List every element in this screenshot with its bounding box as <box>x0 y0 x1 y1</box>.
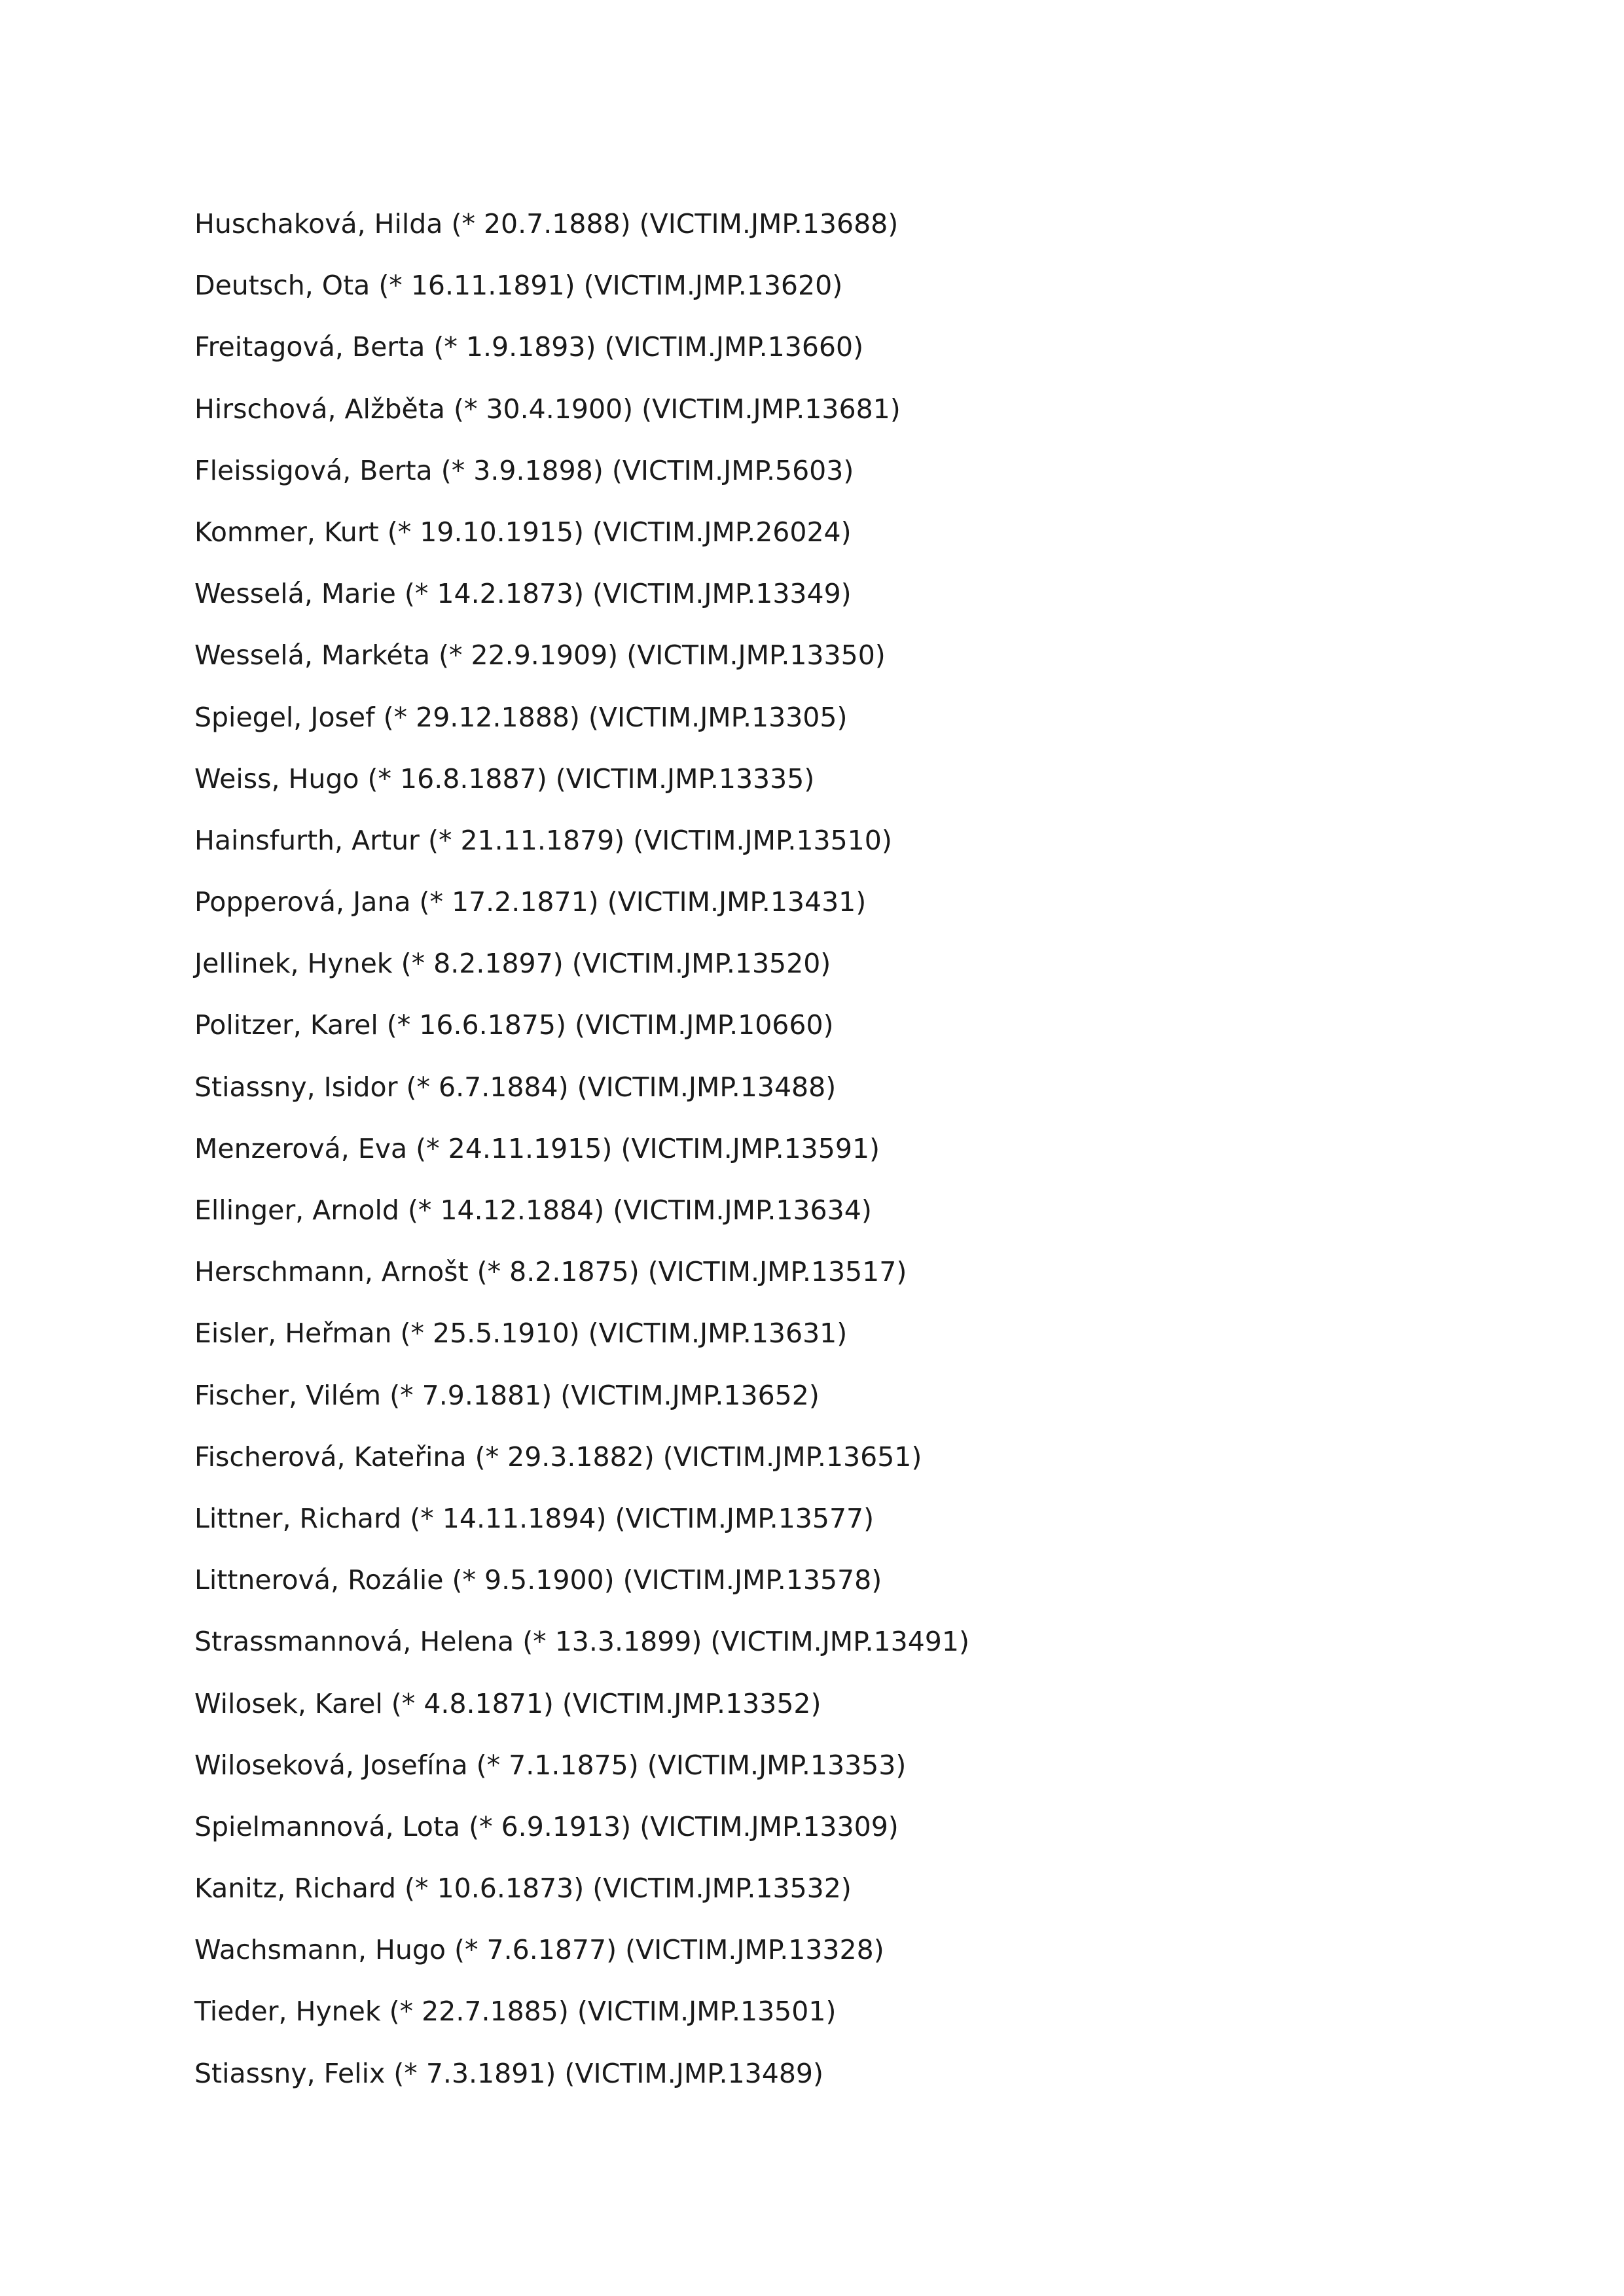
list-item: Wachsmann, Hugo (* 7.6.1877) (VICTIM.JMP.13328) <box>194 1934 884 1966</box>
list-item: Weiss, Hugo (* 16.8.1887) (VICTIM.JMP.13335) <box>194 762 815 795</box>
list-item: Wesselá, Markéta (* 22.9.1909) (VICTIM.JMP.13350) <box>194 639 886 672</box>
list-item: Stiassny, Isidor (* 6.7.1884) (VICTIM.JMP.13488) <box>194 1071 837 1103</box>
list-item: Wesselá, Marie (* 14.2.1873) (VICTIM.JMP.13349) <box>194 578 852 610</box>
list-item: Popperová, Jana (* 17.2.1871) (VICTIM.JMP.13431) <box>194 886 867 918</box>
list-item: Tieder, Hynek (* 22.7.1885) (VICTIM.JMP.13501) <box>194 1996 837 2028</box>
list-item: Littnerová, Rozálie (* 9.5.1900) (VICTIM.JMP.13578) <box>194 1564 882 1596</box>
list-item: Herschmann, Arnošt (* 8.2.1875) (VICTIM.JMP.13517) <box>194 1256 907 1288</box>
list-item: Stiassny, Felix (* 7.3.1891) (VICTIM.JMP.13489) <box>194 2057 823 2089</box>
list-item: Hainsfurth, Artur (* 21.11.1879) (VICTIM.JMP.13510) <box>194 824 892 856</box>
list-item: Wiloseková, Josefína (* 7.1.1875) (VICTIM.JMP.13353) <box>194 1749 907 1781</box>
list-item: Eisler, Heřman (* 25.5.1910) (VICTIM.JMP.13631) <box>194 1318 848 1350</box>
victim-list <box>194 193 969 2104</box>
list-item: Freitagová, Berta (* 1.9.1893) (VICTIM.JMP.13660) <box>194 331 864 363</box>
list-item: Kommer, Kurt (* 19.10.1915) (VICTIM.JMP.26024) <box>194 516 852 548</box>
list-item: Kanitz, Richard (* 10.6.1873) (VICTIM.JMP.13532) <box>194 1873 852 1905</box>
list-item: Fleissigová, Berta (* 3.9.1898) (VICTIM.JMP.5603) <box>194 454 854 486</box>
list-item: Littner, Richard (* 14.11.1894) (VICTIM.JMP.13577) <box>194 1502 875 1534</box>
list-item: Ellinger, Arnold (* 14.12.1884) (VICTIM.JMP.13634) <box>194 1194 872 1226</box>
list-item: Huschaková, Hilda (* 20.7.1888) (VICTIM.JMP.13688) <box>194 208 899 240</box>
list-item: Spiegel, Josef (* 29.12.1888) (VICTIM.JMP.13305) <box>194 701 848 733</box>
list-item: Fischerová, Kateřina (* 29.3.1882) (VICTIM.JMP.13651) <box>194 1441 922 1473</box>
list-item: Menzerová, Eva (* 24.11.1915) (VICTIM.JMP.13591) <box>194 1132 880 1164</box>
list-item: Jellinek, Hynek (* 8.2.1897) (VICTIM.JMP.13520) <box>194 948 831 980</box>
list-item: Wilosek, Karel (* 4.8.1871) (VICTIM.JMP.13352) <box>194 1687 821 1719</box>
list-item: Hirschová, Alžběta (* 30.4.1900) (VICTIM.JMP.13681) <box>194 393 901 425</box>
list-item: Strassmannová, Helena (* 13.3.1899) (VICTIM.JMP.13491) <box>194 1626 969 1658</box>
list-item: Fischer, Vilém (* 7.9.1881) (VICTIM.JMP.13652) <box>194 1379 820 1411</box>
list-item: Deutsch, Ota (* 16.11.1891) (VICTIM.JMP.13620) <box>194 270 843 302</box>
list-item: Spielmannová, Lota (* 6.9.1913) (VICTIM.JMP.13309) <box>194 1810 899 1842</box>
list-item: Politzer, Karel (* 16.6.1875) (VICTIM.JMP.10660) <box>194 1009 834 1041</box>
